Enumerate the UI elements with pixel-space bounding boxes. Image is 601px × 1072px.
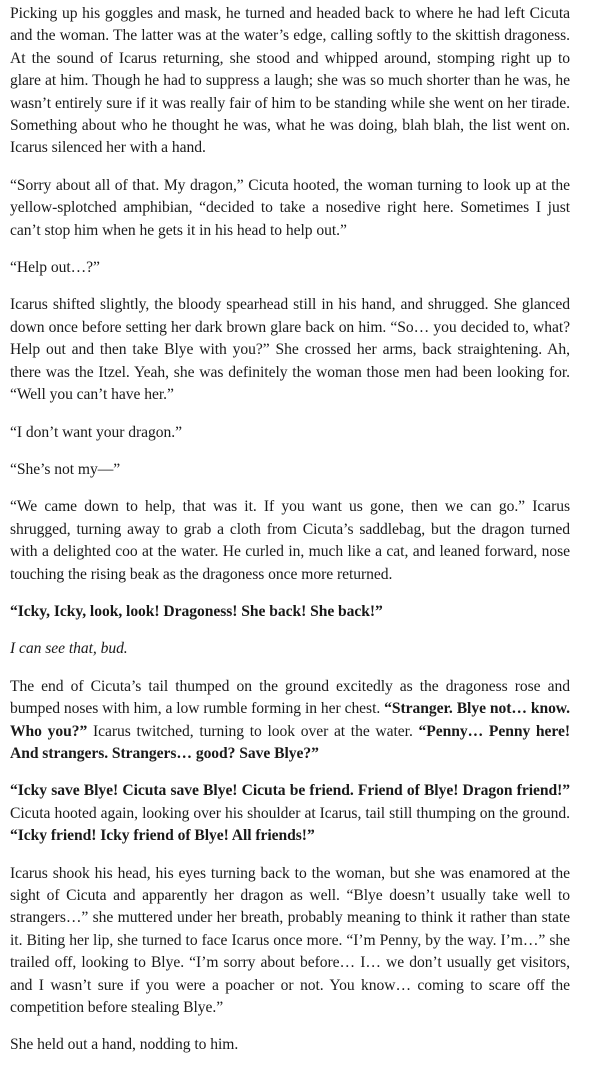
paragraph-5 [10, 422, 570, 444]
paragraph-12 [10, 863, 570, 1020]
text-run: “Help out…?” [10, 259, 100, 277]
text-run: Picking up his goggles and mask, he turned and headed back to where he had left Cicuta and the woman. The latter was at the water’s edge, calling softly to the skittish dragoness. At the sound of Icarus returning, she stood and whipped around, stomping right up to glare at him. Though he had to suppress a laugh; she was so much shorter than he was, he wasn’t entirely sure if it was really fair of him to be standing while she went on her tirade. Something about who he thought he was, what he was doing, blah blah, the list went on. Icarus silenced her with a hand. [10, 5, 570, 157]
text-run: “Sorry about all of that. My dragon,” Cicuta hooted, the woman turning to look up at the yellow-splotched amphibian, “decided to take a nosedive right here. Sometimes I just can’t stop him when he gets it in his head to help out.” [10, 176, 570, 239]
paragraph-2 [10, 175, 570, 242]
text-run: The end of Cicuta’s tail thumped on the ground excitedly as the dragoness rose and bumped noses with him, a low rumble forming in her chest. [10, 677, 570, 718]
bold-dialogue: “Icky save Blye! Cicuta save Blye! Cicuta be friend. Friend of Blye! Dragon friend!” [10, 782, 570, 800]
bold-dialogue: “Icky friend! Icky friend of Blye! All friends!” [10, 827, 315, 845]
paragraph-6 [10, 459, 570, 481]
text-run: Icarus shook his head, his eyes turning back to the woman, but she was enamored at the sight of Cicuta and apparently her dragon as well. “Blye doesn’t usually take well to strangers…” she muttered under her breath, probably meaning to think it rather than state it. Biting her lip, she turned to face Icarus once more. “I’m Penny, by the way. I’m…” she trailed off, looking to Blye. “I’m sorry about before… I… we don’t usually get visitors, and I wasn’t sure if you were a poacher or not. You know… coming to scare off the competition before stealing Blye.” [10, 864, 570, 1017]
text-run: “We came down to help, that was it. If you want us gone, then we can go.” Icarus shrugged, turning away to grab a cloth from Cicuta’s saddlebag, but the dragon turned with a delighted coo at the water. He curled in, much like a cat, and leaned forward, nose touching the rising beak as the dragoness once more returned. [10, 498, 570, 583]
paragraph-1 [10, 3, 570, 160]
bold-dialogue: “Stranger. Blye not… know. Who you?” [10, 700, 571, 740]
text-run: She held out a hand, nodding to him. [10, 1036, 239, 1054]
text-run: Icarus shifted slightly, the bloody spearhead still in his hand, and shrugged. She glanced down once before setting her dark brown glare back on him. “So… you decided to, what? Help out and then take Blye with you?” She crossed her arms, back straightening. Ah, there was the Itzel. Yeah, she was definitely the woman those men had been looking for. “Well you can’t have her.” [10, 296, 570, 404]
paragraph-7 [10, 496, 570, 586]
paragraph-13 [10, 1034, 570, 1056]
bold-dialogue: “Penny… Penny here! And strangers. Strangers… good? Save Blye?” [10, 722, 571, 762]
bold-dialogue: “Icky, Icky, look, look! Dragoness! She back! She back!” [10, 602, 383, 620]
text-run: Icarus twitched, turning to look over at the water. [87, 722, 419, 740]
text-run: “She’s not my—” [10, 460, 121, 478]
italic-thought: I can see that, bud. [10, 640, 128, 658]
paragraph-8 [10, 601, 570, 623]
paragraph-10 [10, 676, 570, 766]
text-run: Cicuta hooted again, looking over his shoulder at Icarus, tail still thumping on the ground. [10, 804, 570, 822]
paragraph-11 [10, 780, 570, 847]
document-page [10, 3, 570, 1072]
paragraph-3 [10, 257, 570, 279]
paragraph-9 [10, 638, 570, 660]
paragraph-4 [10, 294, 570, 406]
text-run: “I don’t want your dragon.” [10, 423, 183, 441]
